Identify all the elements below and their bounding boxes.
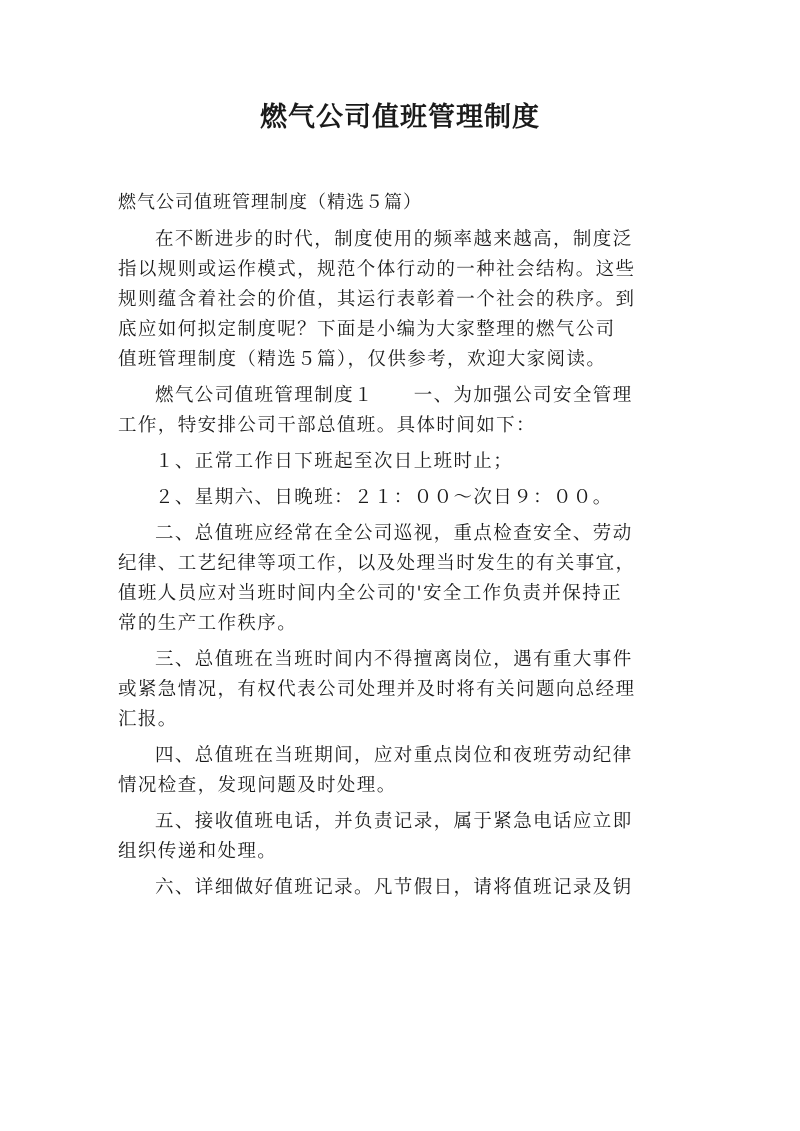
- text-line: ２、星期六、日晚班：２１：００～次日９：００。: [155, 487, 613, 508]
- paragraph-section-1: [118, 381, 685, 441]
- text-line: 汇报。: [118, 709, 178, 730]
- text-line: 燃气公司值班管理制度１ 一、为加强公司安全管理: [155, 385, 633, 406]
- text-line: 五、接收值班电话，并负责记录，属于紧急电话应立即: [155, 811, 633, 832]
- text-line: １、正常工作日下班起至次日上班时止；: [155, 451, 514, 472]
- paragraph-section-3: [118, 645, 685, 735]
- paragraph-intro: [118, 225, 685, 375]
- document-subtitle: 燃气公司值班管理制度（精选５篇）: [118, 192, 422, 213]
- text-line: 四、总值班在当班期间，应对重点岗位和夜班劳动纪律: [155, 745, 633, 766]
- paragraph-section-2: [118, 519, 685, 639]
- paragraph-section-6: [118, 873, 685, 903]
- paragraph-item-2: [118, 483, 685, 513]
- text-line: 规则蕴含着社会的价值，其运行表彰着一个社会的秩序。到: [118, 289, 636, 310]
- text-line: 值班人员应对当班时间内全公司的'安全工作负责并保持正: [118, 583, 622, 604]
- document-body: [118, 225, 685, 909]
- text-line: 值班管理制度（精选５篇），仅供参考，欢迎大家阅读。: [118, 349, 607, 370]
- paragraph-item-1: [118, 447, 685, 477]
- document-title: 燃气公司值班管理制度: [260, 102, 540, 133]
- text-line: 情况检查，发现问题及时处理。: [118, 775, 397, 796]
- text-line: 六、详细做好值班记录。凡节假日，请将值班记录及钥: [155, 877, 633, 898]
- text-line: 指以规则或运作模式，规范个体行动的一种社会结构。这些: [118, 259, 636, 280]
- paragraph-section-4: [118, 741, 685, 801]
- text-line: 组织传递和处理。: [118, 841, 278, 862]
- paragraph-section-5: [118, 807, 685, 867]
- text-line: 工作，特安排公司干部总值班。具体时间如下：: [118, 415, 536, 436]
- text-line: 在不断进步的时代，制度使用的频率越来越高，制度泛: [155, 229, 633, 250]
- text-line: 二、总值班应经常在全公司巡视，重点检查安全、劳动: [155, 523, 633, 544]
- text-line: 纪律、工艺纪律等项工作，以及处理当时发生的有关事宜，: [118, 553, 636, 574]
- text-line: 常的生产工作秩序。: [118, 613, 298, 634]
- text-line: 三、总值班在当班时间内不得擅离岗位，遇有重大事件: [155, 649, 633, 670]
- text-line: 底应如何拟定制度呢？下面是小编为大家整理的燃气公司: [118, 319, 616, 340]
- text-line: 或紧急情况，有权代表公司处理并及时将有关问题向总经理: [118, 679, 636, 700]
